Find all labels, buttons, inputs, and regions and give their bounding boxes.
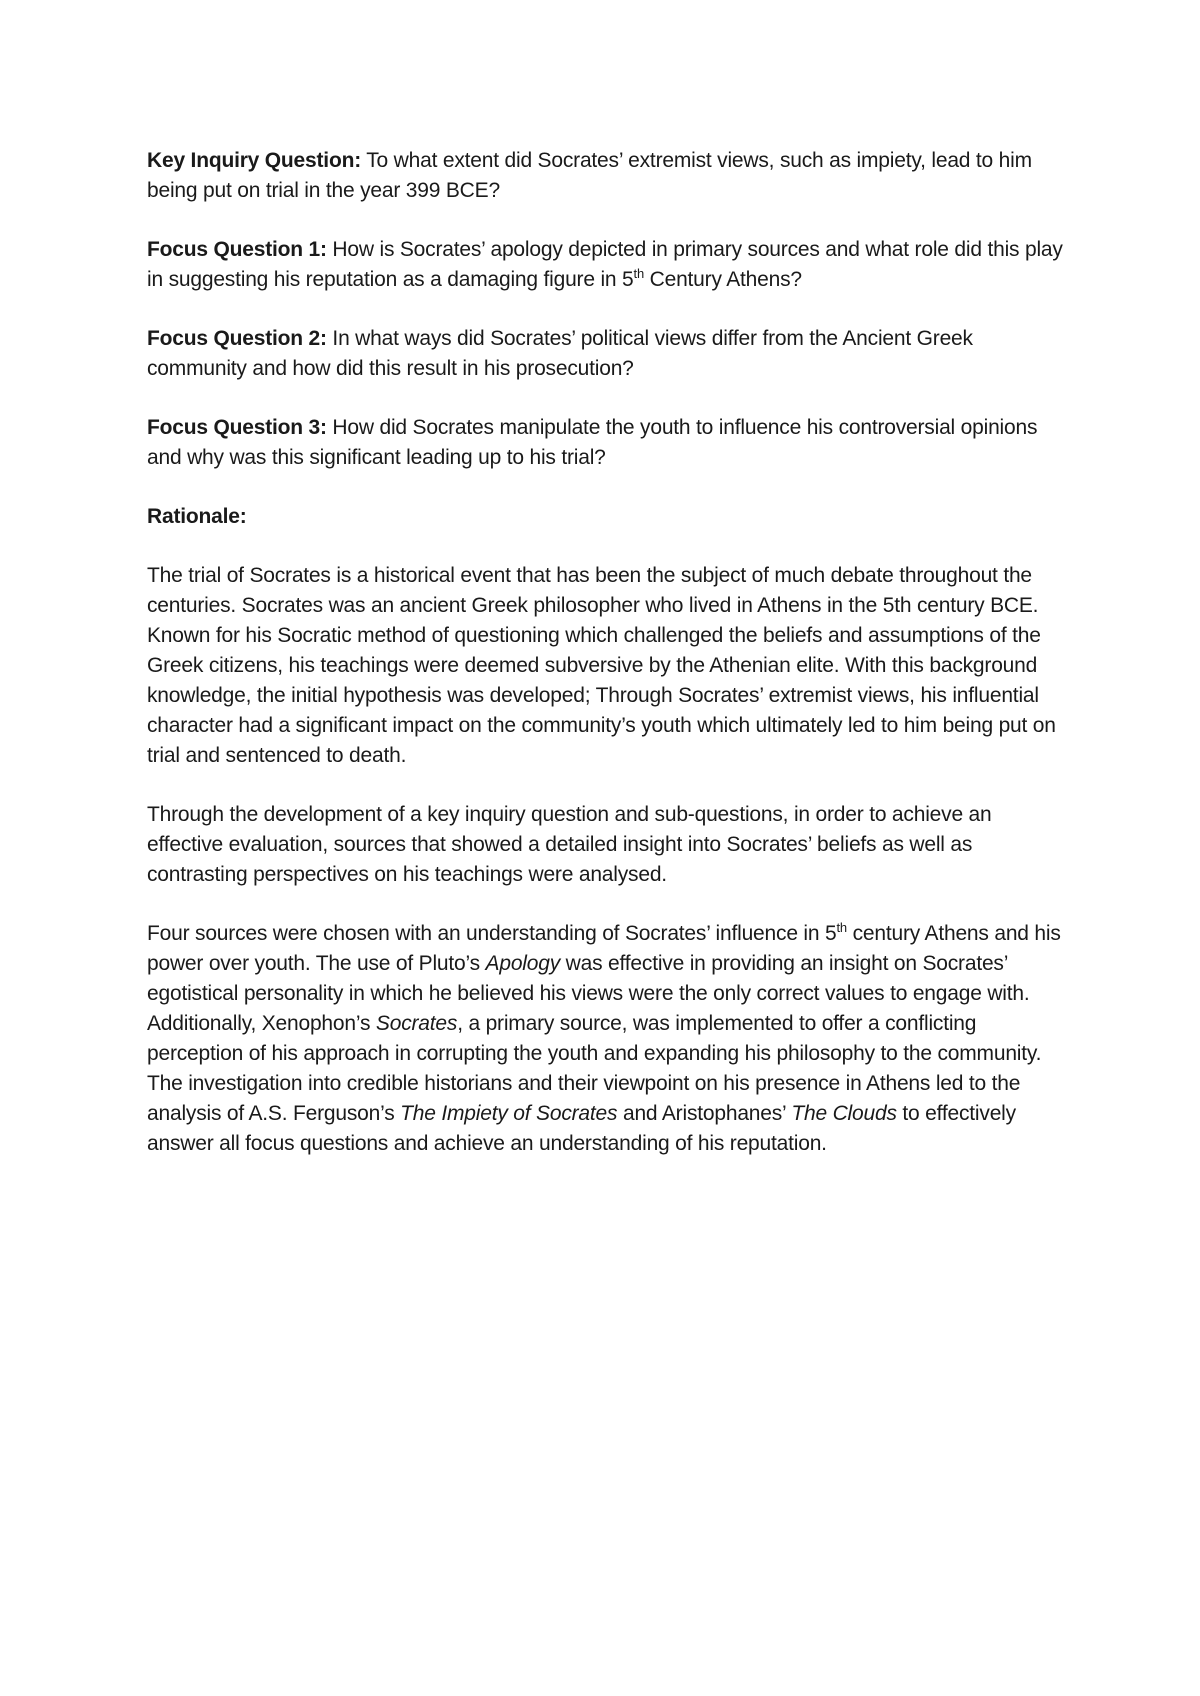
focus-question-3-label: Focus Question 3:: [147, 416, 327, 439]
rationale-heading: Rationale:: [147, 505, 247, 528]
focus-question-1-superscript: th: [633, 266, 644, 281]
rationale-p3-text-4: , a primary source, was implemented to offer a conflicting perception of his approach in corrupting the youth and expanding his philosophy to the community. The investigation into credible historians and their viewpoint on his presence in Athens led to the analysis of A.S. Ferguson’s: [147, 1012, 1042, 1125]
source-title-the-clouds: The Clouds: [791, 1102, 897, 1125]
rationale-paragraph-1: The trial of Socrates is a historical event that has been the subject of much debate throughout the centuries. Socrates was an ancient Greek philosopher who lived in Athens in the 5th century BCE. Known for his Socratic method of questioning which challenged the beliefs and assumptions of the Greek citizens, his teachings were deemed subversive by the Athenian elite. With this background knowledge, the initial hypothesis was developed; Through Socrates’ extremist views, his influential character had a significant impact on the community’s youth which ultimately led to him being put on trial and sentenced to death.: [147, 564, 1056, 767]
focus-question-1-text-a: How is Socrates’ apology depicted in primary sources and what role did this play in suggesting his reputation as a damaging figure in 5: [147, 238, 1063, 291]
source-title-impiety-of-socrates: The Impiety of Socrates: [400, 1102, 618, 1125]
key-inquiry-label: Key Inquiry Question:: [147, 149, 361, 172]
rationale-p3-text-1: Four sources were chosen with an understanding of Socrates’ influence in 5: [147, 922, 837, 945]
source-title-apology: Apology: [485, 952, 561, 975]
focus-question-1: [147, 235, 1067, 295]
rationale-p3-superscript: th: [836, 920, 847, 935]
rationale-p3-text-3: was effective in providing an insight on Socrates’ egotistical personality in which he believed his views were the only correct values to engage with. Additionally, Xenophon’s: [147, 952, 1030, 1035]
rationale-p3-text-5: and Aristophanes’: [617, 1102, 792, 1125]
document-page: [147, 146, 1067, 1188]
focus-question-3-text: How did Socrates manipulate the youth to influence his controversial opinions and why was this significant leading up to his trial?: [147, 416, 1038, 469]
focus-question-1-label: Focus Question 1:: [147, 238, 327, 261]
focus-question-2-label: Focus Question 2:: [147, 327, 327, 350]
rationale-paragraph-2: Through the development of a key inquiry question and sub-questions, in order to achieve an effective evaluation, sources that showed a detailed insight into Socrates’ beliefs as well as contrasting perspectives on his teachings were analysed.: [147, 803, 992, 886]
key-inquiry-question: [147, 146, 1067, 206]
focus-question-3: [147, 413, 1067, 473]
rationale-p3-text-2: century Athens and his power over youth. The use of Pluto’s: [147, 922, 1061, 975]
rationale-paragraph-3: [147, 919, 1067, 1159]
focus-question-2-text: In what ways did Socrates’ political views differ from the Ancient Greek community and how did this result in his prosecution?: [147, 327, 973, 380]
key-inquiry-text: To what extent did Socrates’ extremist views, such as impiety, lead to him being put on trial in the year 399 BCE?: [147, 149, 1032, 202]
rationale-p3-text-6: to effectively answer all focus questions and achieve an understanding of his reputation.: [147, 1102, 1016, 1155]
focus-question-2: [147, 324, 1067, 384]
focus-question-1-text-b: Century Athens?: [643, 268, 802, 291]
source-title-socrates: Socrates: [375, 1012, 458, 1035]
